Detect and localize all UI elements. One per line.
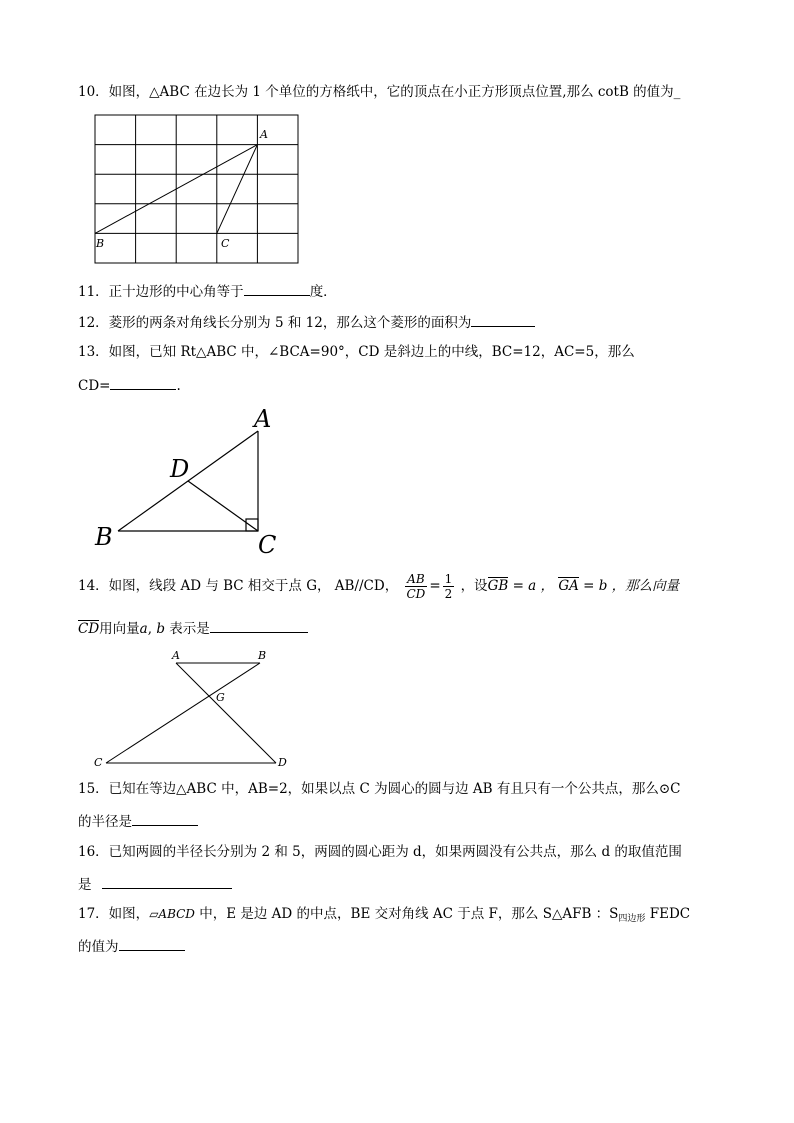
label-G: G [216, 691, 225, 704]
q12-line [78, 312, 535, 332]
q14-line1 [78, 566, 679, 606]
q14-line2 [78, 618, 308, 638]
q14-vector-ga: GA [558, 578, 579, 594]
q14-vector-cd: CD [78, 621, 100, 637]
q14-let: ，设 [460, 578, 488, 594]
q14-vector-gb: GB [487, 578, 509, 594]
side-AC [217, 145, 258, 234]
q17-line2-prefix: 的值为 [78, 939, 119, 955]
q16-line2 [78, 874, 232, 894]
q14-intersecting-lines-figure [90, 645, 300, 775]
label-C: C [258, 531, 277, 559]
segment-BC [106, 663, 260, 763]
q13-line1: 13．如图，已知 Rt△ABC 中，∠BCA=90°，CD 是斜边上的中线，BC=12，AC=5，那么 [78, 344, 635, 360]
q15-prefix: 的半径是 [78, 814, 132, 830]
q17-answer-blank[interactable] [119, 936, 185, 951]
q17-suffix: FEDC [649, 906, 691, 922]
q14-using: 用向量 [99, 621, 140, 637]
q12-prefix: 12．菱形的两条对角线长分别为 5 和 12，那么这个菱形的面积为 [78, 315, 472, 331]
q14-vector-b: b [156, 621, 165, 637]
q14-answer-blank[interactable] [210, 618, 308, 633]
label-A: A [172, 649, 180, 662]
q10-grid-figure [90, 110, 310, 270]
q14-vector-a: a [139, 621, 148, 637]
q12-answer-blank[interactable] [471, 312, 535, 327]
q11-answer-blank[interactable] [244, 281, 310, 296]
q15-line1: 15．已知在等边△ABC 中，AB=2，如果以点 C 为圆心的圆与边 AB 有且只有一个公共点，那么⊙C [78, 781, 681, 797]
q14-sep: , [147, 621, 157, 637]
q17-subscript: 四边形 [618, 914, 646, 924]
label-A: A [260, 128, 268, 141]
label-B: B [96, 237, 105, 250]
q13-answer-blank[interactable] [110, 375, 176, 390]
q11-prefix: 11．正十边形的中心角等于 [78, 284, 244, 300]
segment-AD [176, 663, 276, 763]
q17-parallelogram: ▱ABCD [149, 907, 195, 921]
label-B: B [95, 523, 113, 551]
label-D: D [170, 455, 190, 483]
median-CD [188, 481, 258, 531]
label-C: C [94, 756, 103, 769]
q17-middle: 中，E 是边 AD 的中点，BE 交对角线 AC 于点 F，那么 S△AFB ：S [199, 906, 619, 922]
label-A: A [254, 405, 272, 433]
q14-equals: = [429, 578, 441, 594]
q15-answer-blank[interactable] [132, 811, 198, 826]
q17-line2 [78, 936, 185, 956]
q10-text: 10．如图，△ABC 在边长为 1 个单位的方格纸中，它的顶点在小正方形顶点位置,那么 cotB 的值为_ [78, 84, 681, 100]
q16-answer-blank[interactable] [102, 874, 232, 889]
q14-prefix: 14．如图，线段 AD 与 BC 相交于点 G， AB//CD， [78, 578, 399, 594]
q14-eq-b: = b ，那么向量 [578, 578, 680, 594]
q13-prefix: CD= [78, 378, 111, 394]
label-D: D [278, 756, 287, 769]
q11-line [78, 281, 337, 301]
q13-suffix: . [176, 378, 181, 394]
label-B: B [258, 649, 267, 662]
q11-suffix: 度． [309, 284, 337, 300]
q17-prefix: 17．如图， [78, 906, 150, 922]
q14-fraction-ab-cd: $\frac{AB}{CD}$ [406, 572, 426, 601]
q13-triangle-figure [90, 400, 290, 560]
q16-prefix: 是 [78, 877, 92, 893]
q14-fraction-half: $\frac{1}{2}$ [444, 572, 453, 601]
q17-line1 [78, 905, 690, 928]
q16-line1: 16．已知两圆的半径长分别为 2 和 5，两圆的圆心距为 d，如果两圆没有公共点，那么 d 的取值范围 [78, 844, 682, 860]
q14-expressed: 表示是 [169, 621, 210, 637]
q13-line2 [78, 375, 181, 395]
q15-line2 [78, 811, 198, 831]
label-C: C [221, 237, 230, 250]
q14-eq-a: = a ， [508, 578, 555, 594]
